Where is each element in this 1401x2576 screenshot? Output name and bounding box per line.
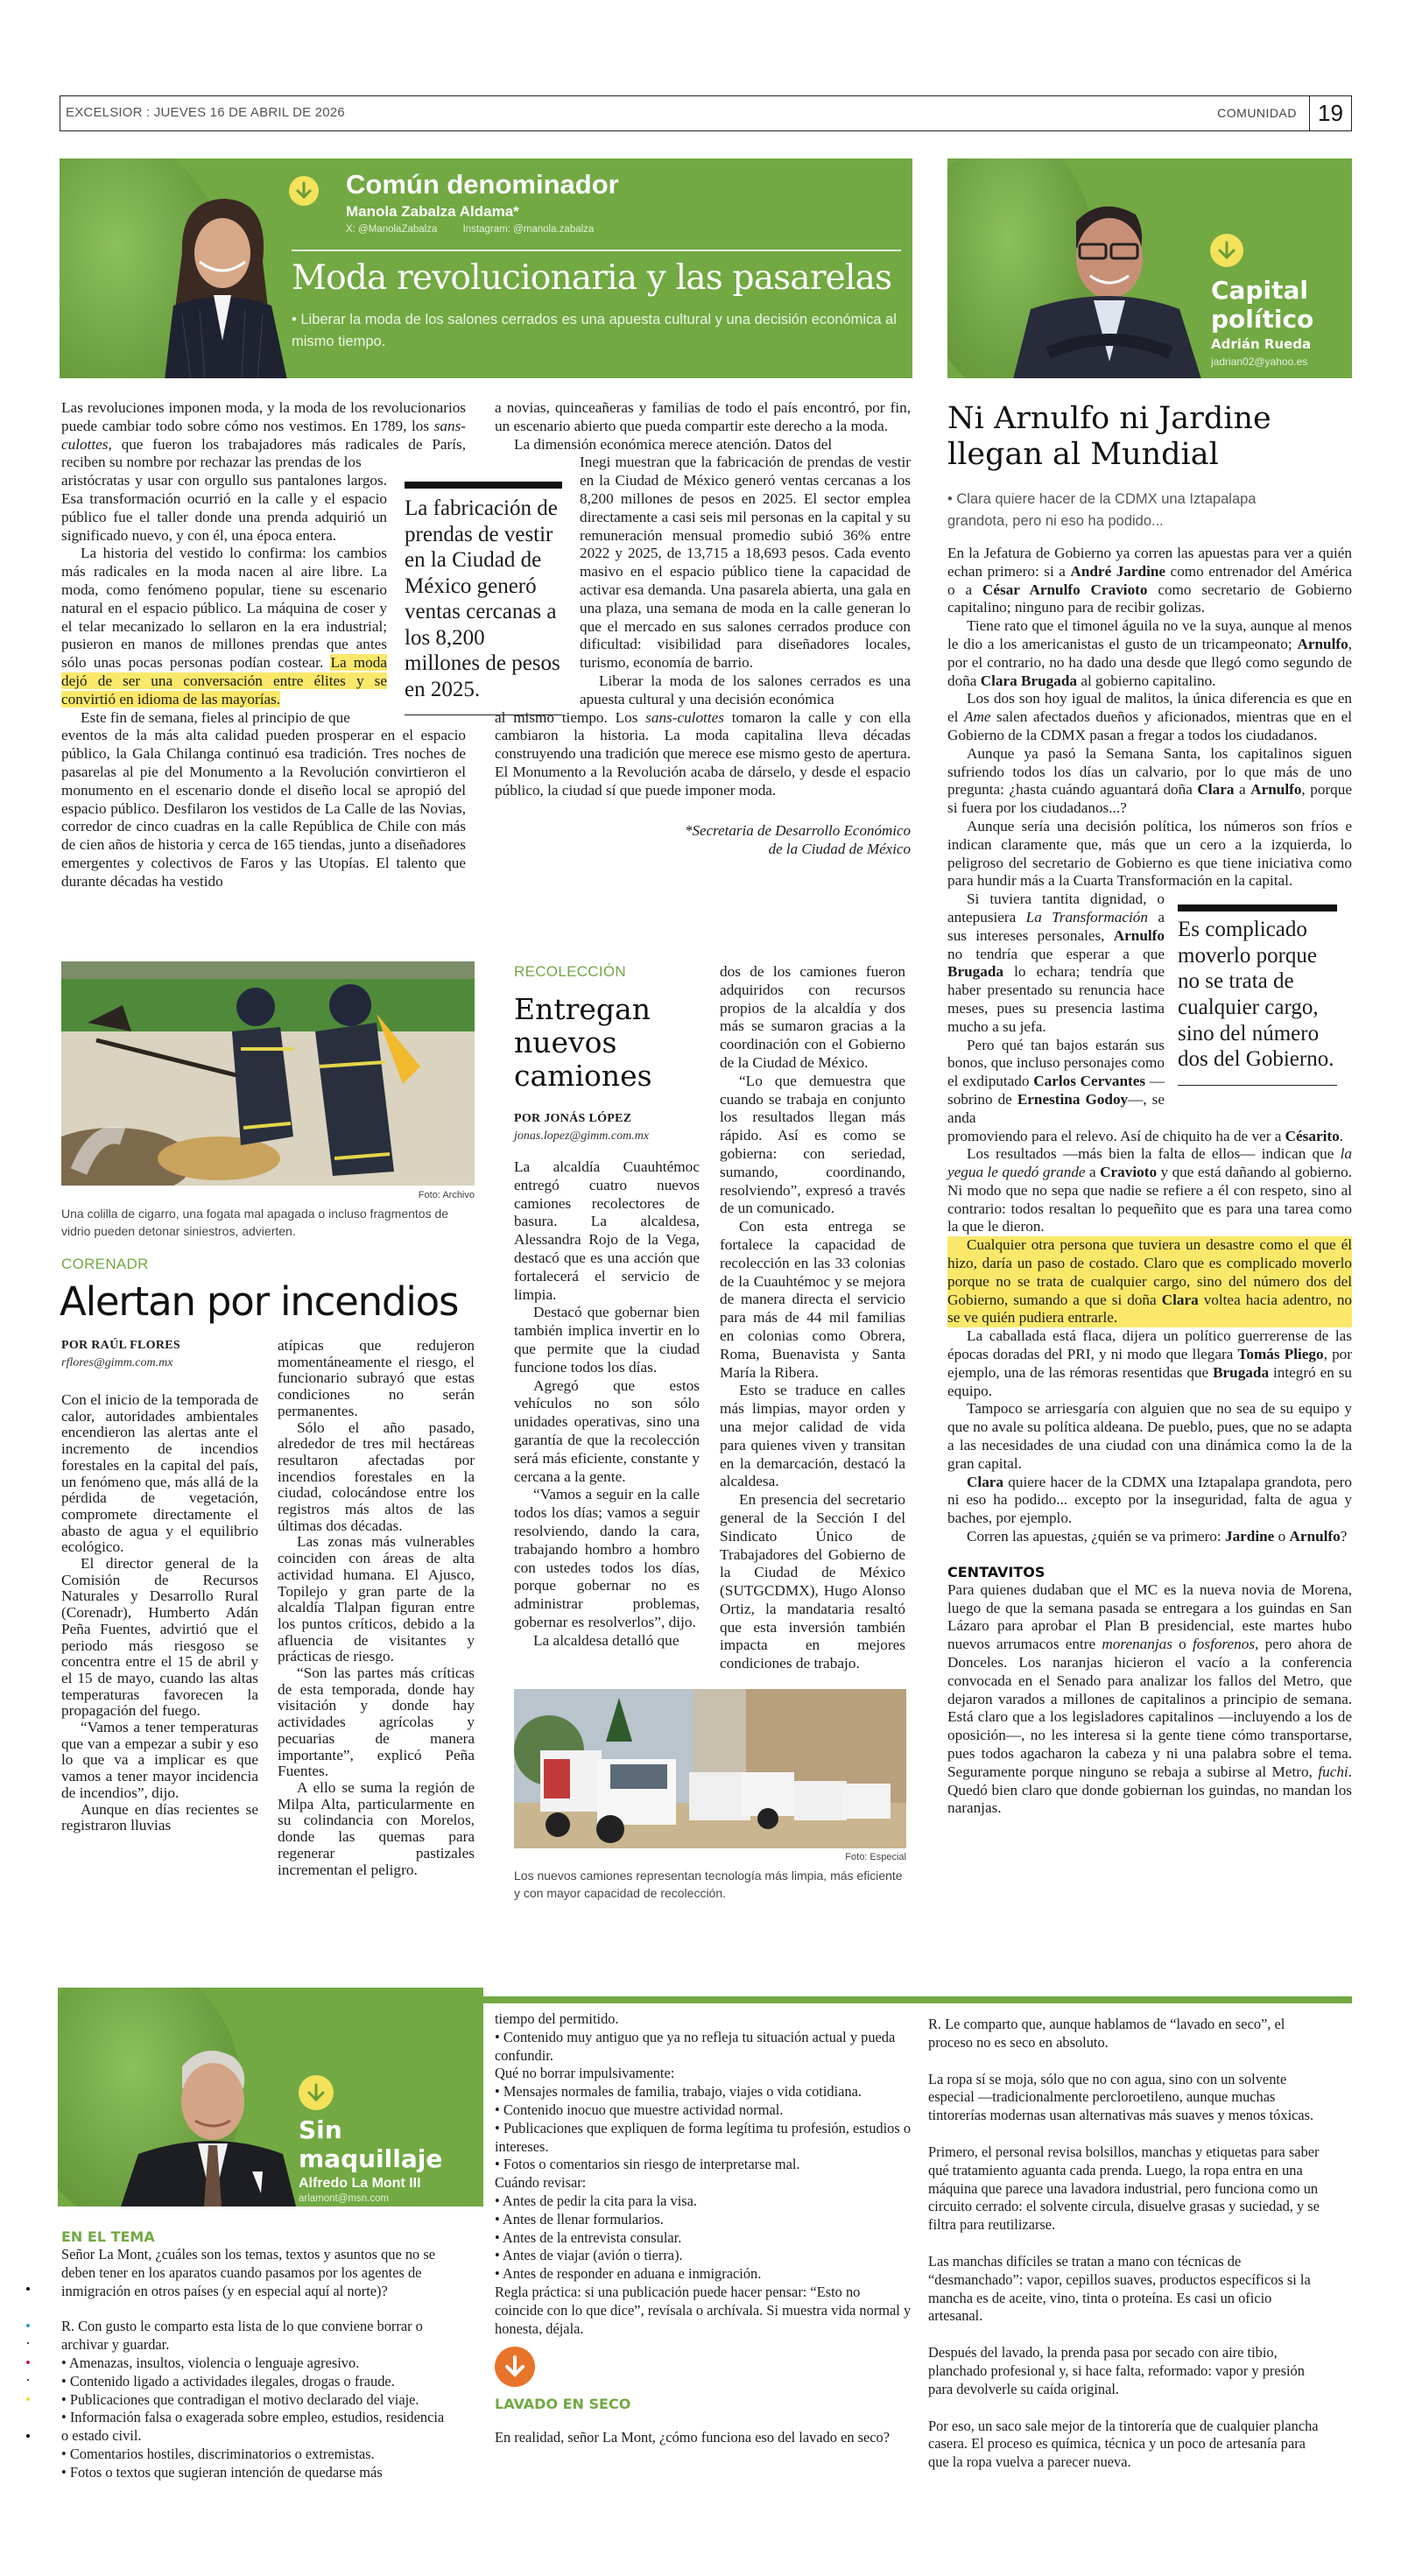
paragraph: Después del lavado, la prenda pasa por secado con aire tibio, planchado profesional y, si hace falta, reformado: vapor y presión para devolverle su caída original.	[928, 2344, 1305, 2397]
author-photo	[1013, 195, 1201, 378]
article-kicker: RECOLECCIÓN	[514, 963, 626, 980]
paragraph: Por eso, un saco sale mejor de la tintorería que de cualquier plancha casera. El proceso es química, técnica y un poco de artesanía para que la ropa vuelva a parecer nueva.	[928, 2417, 1319, 2471]
article-columns	[61, 1338, 475, 1878]
paragraph: La ropa sí se moja, sólo que no con agua, sino con un solvente especial —tradicionalmente percloroetileno, aunque muchas tintorerías modernas usan alternativas más suaves y menos tóxicas.	[928, 2070, 1314, 2124]
column-name: Capital político	[1211, 276, 1314, 334]
paragraph: “Lo que demuestra que cuando se trabaja en conjunto los resultados llegan más rápido. Así es como se gobierna: con seriedad, sumando, coordinando, resolviendo”, expresó a través de un comunicado.	[720, 1072, 905, 1217]
qa-column-1-wrap	[61, 2228, 447, 2482]
paragraph: La historia del vestido lo confirma: los cambios más radicales en la moda nacen al aire libre. La moda, como fenómeno popular, tiene su escenario natural en el espacio público. La máquina de coser y el telar mecanizado lo sellaron en la era industrial; pusieron en manos de millones prendas que antes sólo unas pocas personas podían costear. La moda dejó de ser una conversación entre élites y se convirtió en idioma de las mayorías.	[61, 545, 387, 707]
column-name-line: Sin	[299, 2115, 342, 2144]
arrow-down-icon	[289, 176, 319, 206]
qa-column-3	[928, 2016, 1327, 2472]
qa-column-1	[61, 2246, 447, 2482]
photo-credit: Foto: Especial	[845, 1852, 906, 1863]
paragraph: Las zonas más vulnerables coinciden con áreas de alta actividad humana. El Ajusco, Topilejo y gran parte de la alcaldía Tlalpan figuran entre los puntos críticos, debido a la afluencia de visitantes y prácticas de riesgo.	[278, 1533, 475, 1665]
paragraph: A ello se suma la región de Milpa Alta, particularmente en su colindancia con Morelos, donde las quemas para regenerar pastizales incrementan el peligro.	[278, 1778, 475, 1878]
article-body-col2	[720, 963, 905, 1673]
capital-politico-banner	[947, 158, 1352, 378]
list-item: • Antes de la entrevista consular.	[495, 2228, 682, 2246]
camiones-article	[514, 963, 906, 1902]
paragraph: Pero qué tan bajos estarán sus bonos, que incluso personajes como el exdiputado Carlos Cervantes —sobrino de Ernestina Godoy—, se anda	[947, 1036, 1165, 1126]
pull-quote: Es complicado moverlo porque no se trata de cualquier cargo, sino del número dos del Gobierno.	[1178, 904, 1337, 1086]
edition-date: EXCELSIOR : JUEVES 16 DE ABRIL DE 2026	[66, 105, 345, 120]
sin-maquillaje-banner	[58, 1988, 483, 2206]
registration-mark	[26, 2361, 30, 2364]
footnote-line: *Secretaria de Desarrollo Económico	[685, 821, 911, 839]
qa-column-2	[495, 2010, 912, 2338]
article-deck: • Clara quiere hacer de la CDMX una Iztapalapa grandota, pero ni eso ha podido...	[947, 491, 1257, 529]
photo-caption: Los nuevos camiones representan tecnología más limpia, más eficiente y con mayor capacidad de recolección.	[514, 1869, 903, 1901]
article-headline: Moda revolucionaria y las pasarelas	[292, 258, 892, 298]
article-body-col2-narrow	[580, 454, 911, 708]
article-body-bottom	[947, 1128, 1352, 1546]
comun-denominador-article	[61, 399, 911, 891]
article-deck: • Liberar la moda de los salones cerrados es una apuesta cultural y una decisión económica al mismo tiempo.	[292, 312, 897, 349]
column-name-line: maquillaje	[299, 2144, 443, 2173]
photo-credit: Foto: Archivo	[418, 1190, 475, 1200]
paragraph: Con el inicio de la temporada de calor, autoridades ambientales encendieron las alertas ante el incremento de incendios forestales en la capital del país, un fenómeno que, más allá de la pérdida de vegetación, compromete directamente el abasto de agua y el equilibrio ecológico.	[61, 1391, 258, 1556]
paragraph: La alcaldía Cuauhtémoc entregó cuatro nuevos camiones recolectores de basura. La alcaldesa, Alessandra Rojo de la Vega, destacó que es una acción que fortalecerá el servicio de limpia.	[514, 1158, 700, 1303]
column-name: Común denominador	[346, 169, 619, 200]
paragraph: eventos de la más alta calidad pueden prosperar en el espacio público, la Gala Chilanga continuó esa tradición. Tres noches de pasarelas al pie del Monumento a la Revolución convirtieron el monumento en el escenario donde el diseño local se apropió del espacio público. Desfilaron los vestidos de La Calle de las Novias, corredor de cinco cuadras en la calle República de Chile con más de cien años de historia y cerca de 165 tiendas, junto a diseñadores emergentes y colectivos de Faros y las Utopías. El talento que durante décadas ha vestido	[61, 727, 466, 890]
article-columns	[61, 399, 911, 891]
article-headline: Ni Arnulfo ni Jardine llegan al Mundial	[947, 401, 1271, 472]
article-kicker: CORENADR	[61, 1256, 149, 1272]
list-item: • Amenazas, insultos, violencia o lenguaje agresivo.	[61, 2354, 360, 2371]
paragraph: Destacó que gobernar bien también implica invertir en lo que permite que la ciudad funcione todos los días.	[514, 1304, 700, 1376]
paragraph: Primero, el personal revisa bolsillos, manchas y etiquetas para saber qué tratamiento aguanta cada prenda. Luego, la ropa entra en una máquina que parece una lavadora industrial, pero funciona como un circuito cerrado: el solvente circula, disuelve grasas y suciedad, y se filtra para reutilizarse.	[928, 2143, 1320, 2234]
paragraph: Aunque ya pasó la Semana Santa, los capitalinos siguen sufriendo todos los días un calvario, por lo que más de uno pregunta: ¿hasta cuándo aguantará doña Clara a Arnulfo, porque si fuera por los ciudadanos...?	[947, 744, 1352, 817]
article-body-top	[947, 545, 1352, 890]
paragraph: Inegi muestran que la fabricación de prendas de vestir en la Ciudad de México generó ventas cercanas a los 8,200 millones de pesos en 2025. El sector emplea directamente a casi seis mil personas en la capital y su remuneración mensual promedio subió 36% entre 2022 y 2025, de 13,715 a 18,693 pesos. Cada evento masivo en el espacio público tiene la capacidad de activar esa demanda. Una pasarela abierta, una gala en una plaza, una semana de moda en la calle generan lo que el mercado en sus salones cerrados produce con dificultad: visibilidad para diseñadores locales, turismo, economía de barrio.	[580, 454, 911, 672]
list-item: • Contenido muy antiguo que ya no refleja tu situación actual y pueda confundir.	[495, 2028, 896, 2064]
paragraph: Esto se traduce en calles más limpias, mayor orden y una mejor calidad de vida para quienes viven y transitan en la demarcación, destacó la alcaldesa.	[720, 1382, 905, 1490]
registration-mark	[26, 2324, 30, 2327]
registration-mark	[26, 2397, 30, 2401]
page-number: 19	[1309, 96, 1351, 130]
body-with-pullquote	[947, 890, 1352, 1127]
paragraph: Tiene rato que el timonel águila no ve la suya, aunque al menos le dio a los americanistas el gusto de un tricampeonato; Arnulfo, por el contrario, no ha dado una desde que llegó como segundo de doña Clara Brugada al gobierno capitalino.	[947, 617, 1352, 689]
paragraph: Las revoluciones imponen moda, y la moda de los revolucionarios puede cambiar todo sobre cómo nos vestimos. En 1789, los sans-culottes, que fueron los trabajadores más radicales de París, reciben su nombre por rechazar las prendas de los	[61, 399, 466, 471]
paragraph: dos de los camiones fueron adquiridos con recursos propios de la alcaldía y dos más se sumaron gracias a la coordinación con el Gobierno de la Ciudad de México.	[720, 963, 905, 1071]
arrow-down-icon	[299, 2075, 334, 2110]
article-body-col1	[61, 1392, 258, 1834]
subheading: Cuándo revisar:	[495, 2174, 587, 2192]
paragraph: Aunque sería una decisión política, los números son fríos e indican claramente que, más que un cero a la izquierda, lo peligroso del secretario de Gobierno es que tiene iniciativa como para hundir más a la Cuarta Transformación en la capital.	[947, 817, 1352, 890]
paragraph: Los resultados —más bien la falta de ellos— indican que la yegua le quedó grande a Cravioto y que está dañando al gobierno. Ni modo que no sepa que nadie se refiere a él con respeto, sino al contrario: todos resaltan lo pequeñito que es para una tarea como la que le dieron.	[947, 1145, 1353, 1235]
author-email: jadrian02@yahoo.es	[1211, 355, 1308, 368]
author-socials	[346, 223, 594, 236]
section-green-bar	[483, 1996, 1352, 2003]
article-body-col2	[278, 1338, 475, 1878]
garbage-truck	[794, 1781, 891, 1820]
paragraph: R. Le comparto que, aunque hablamos de “lavado en seco”, el proceso no es seco en absoluto.	[928, 2016, 1285, 2051]
registration-mark	[27, 2342, 29, 2344]
paragraph: La alcaldesa detalló que	[533, 1631, 679, 1649]
article-body-col1-bottom	[61, 727, 466, 890]
paragraph: Corren las apuestas, ¿quién se va primero: Jardine o Arnulfo?	[967, 1528, 1348, 1545]
highlighted-text: La moda dejó de ser una conversación entre élites y se convirtió en idioma de las mayorías.	[61, 654, 387, 707]
photo-caption: Una colilla de cigarro, una fogata mal apagada o incluso fragmentos de vidrio pueden detonar siniestros, advierten.	[61, 1207, 449, 1238]
paragraph: Sólo el año pasado, alrededor de tres mil hectáreas resultaron afectadas por incendios forestales en la ciudad, colocándose entre los registros más altos de las últimas dos décadas.	[278, 1418, 475, 1534]
article-body-col2-top	[495, 399, 911, 454]
trucks-photo	[514, 1689, 906, 1848]
footnote-line: de la Ciudad de México	[768, 840, 911, 857]
subheading: Qué no borrar impulsivamente:	[495, 2065, 675, 2082]
centavitos-heading: CENTAVITOS	[947, 1563, 1045, 1580]
list-item: • Mensajes normales de familia, trabajo, viajes o vida cotidiana.	[495, 2083, 862, 2101]
paragraph: al mismo tiempo. Los sans-culottes tomaron la calle y con ella cambiaron la historia. La moda capitalina lleva décadas construyendo una tradición que merece ese mismo gesto de apertura. El Monumento a la Revolución acaba de dárselo, y desde el espacio público, la ciudad sí que puede imponer moda.	[495, 708, 911, 799]
author-footnote	[495, 821, 911, 858]
arrow-down-icon	[495, 2347, 535, 2387]
highlighted-paragraph: Cualquier otra persona que tuviera un desastre como el que él hizo, daría un paso de costado. Claro que es complicado moverlo porque no se trata de cualquier cargo, sino del número dos del Gobierno, sumando a que si doña Clara voltea hacia adentro, no se ve quién pudiera entrarle.	[947, 1236, 1353, 1327]
list-item: • Contenido inocuo que muestre actividad normal.	[495, 2101, 784, 2118]
column-author: Manola Zabalza Aldama*	[346, 203, 519, 220]
qa-column-2-wrap	[495, 2010, 912, 2447]
article-headline: Alertan por incendios	[60, 1278, 459, 1325]
paragraph: Aunque en días recientes se registraron lluvias	[61, 1800, 258, 1834]
article-byline: POR RAÚL FLORES	[61, 1339, 180, 1352]
paragraph: “Vamos a tener temperaturas que van a empezar a subir y eso lo que va a implicar es que vamos a tener mayor incidencia de incendios”, dijo.	[61, 1719, 258, 1801]
paragraph: Clara quiere hacer de la CDMX una Iztapalapa grandota, pero ni eso ha podido... excepto por la inseguridad, falta de agua y baches, por ejemplo.	[947, 1473, 1352, 1527]
arrow-down-icon	[1210, 234, 1243, 267]
article-col1	[514, 963, 700, 1650]
pull-quote: La fabricación de prendas de vestir en la Ciudad de México generó ventas cercanas a los 8,200 millones de pesos en 2025.	[405, 482, 562, 715]
comun-denominador-banner	[60, 158, 912, 378]
section-name: COMUNIDAD	[1217, 106, 1297, 120]
paragraph: Liberar la moda de los salones cerrados es una apuesta cultural y una decisión económica	[580, 672, 911, 707]
author-photo	[147, 192, 296, 378]
paragraph: El director general de la Comisión de Recursos Naturales y Desarrollo Rural (Corenadr), Humberto Adán Peña Fuentes, advirtió que el periodo más riesgoso se concentra entre el 15 de abril y el 15 de mayo, cuando las altas temperaturas favorecen la propagación del fuego.	[61, 1555, 258, 1720]
article-body-col2-bottom	[495, 709, 911, 800]
paragraph: Tampoco se arriesgaría con alguien que no sea de su equipo y que no avale su política aldeana. De pueblo, pues, que no se adapta a las necesidades de una ciudad con una dinámica como la de la gran capital.	[947, 1400, 1352, 1472]
list-item: • Antes de viajar (avión o tierra).	[495, 2247, 683, 2264]
article-columns	[514, 963, 906, 1673]
list-item: • Fotos o comentarios sin riesgo de interpretarse mal.	[495, 2156, 800, 2173]
list-item: tiempo del permitido.	[495, 2010, 619, 2027]
author-email: jonas.lopez@gimm.com.mx	[514, 1130, 650, 1143]
list-item: • Antes de pedir la cita para la visa.	[495, 2192, 698, 2209]
article-byline: POR JONÁS LÓPEZ	[514, 1112, 632, 1125]
paragraph: Para quienes dudaban que el MC es la nueva novia de Morena, luego de que la semana pasada se entregara a los guindas en San Lázaro para aprobar el Plan B presidencial, este martes hubo nuevos arrumacos entre morenanjas o fosforenos, pero ahora de Donceles. Los naranjas hicieron el vacío a la conferencia convocada en el Senado para analizar los fallos del Metro, que dejaron varados a millones de capitalinos a principio de semana. Está claro que a los legisladores capitalinos —incluyendo a los de oposición—, no les interesa si la gente tiene cómo transportarse, pues todos agacharon la cabeza y ni una palabra sobre el tema. Seguramente porque ninguno se rebaja a subirse al Metro, fuchi. Quedó bien claro que donde gobiernan los guindas, no mandan los naranjas.	[947, 1580, 1353, 1817]
centavitos-body	[947, 1581, 1352, 1818]
article-headline: Entregan nuevos camiones	[514, 992, 652, 1093]
question: En realidad, señor La Mont, ¿cómo funciona eso del lavado en seco?	[495, 2429, 891, 2446]
paragraph: “Vamos a seguir en la calle todos los días; vamos a seguir resolviendo, dando la cara, trabajando hombro a hombro con ustedes todos los días, porque gobernar no es administrar problemas, gobernar es resolverlos”, dijo.	[514, 1486, 700, 1630]
paragraph: La caballada está flaca, dijera un político guerrerense de las épocas doradas del PRI, y ni modo que llegara Tomás Pliego, por ejemplo, una de las rémoras resentidas que Brugada integró en su equipo.	[947, 1327, 1352, 1399]
article-body-col1	[514, 1158, 700, 1650]
paragraph: Este fin de semana, fieles al principio de que	[81, 708, 350, 726]
divider	[292, 250, 901, 251]
paragraph: “Son las partes más críticas de esta temporada, donde hay visitación y donde hay actividades agrícolas y pecuarias de manera importante”, explicó Peña Fuentes.	[278, 1665, 475, 1780]
section-heading: LAVADO EN SECO	[495, 2396, 631, 2413]
paragraph: Si tuviera tantita dignidad, o antepusiera La Transformación a sus intereses personales, Arnulfo no tendría que esperar a que Brugada lo echara; tendría que haber presentado su renuncia hace meses, pues su presencia lastima mucho a su jefa.	[947, 890, 1165, 1035]
incendios-article	[61, 961, 475, 1878]
list-item: • Comentarios hostiles, discriminatorios o extremistas.	[61, 2445, 375, 2462]
paragraph: a novias, quinceañeras y familias de todo el país encontró, por fin, un escenario abierto que pueda compartir este derecho a la moda.	[495, 399, 911, 434]
social-instagram-handle: Instagram: @manola.zabalza	[462, 224, 595, 235]
author-photo	[121, 2040, 296, 2206]
article-body-col1-narrow	[61, 472, 387, 727]
masthead	[60, 95, 1352, 131]
column-author: Alfredo La Mont III	[299, 2176, 421, 2191]
list-item: • Publicaciones que contradigan el motivo declarado del viaje.	[61, 2390, 419, 2408]
paragraph: Agregó que estos vehículos no son sólo unidades operativas, sino una garantía de que la recolección será más eficiente, constante y cercana a la gente.	[514, 1376, 700, 1485]
article-body-col1-top	[61, 399, 466, 472]
firefighters-photo	[61, 961, 475, 1186]
registration-mark	[26, 2287, 30, 2291]
author-email: arlamont@msn.com	[299, 2193, 390, 2204]
paragraph: atípicas que redujeron momentáneamente el riesgo, el funcionario subrayó que estas condiciones no serán permanentes.	[278, 1337, 475, 1419]
paragraph: En la Jefatura de Gobierno ya corren las apuestas para ver a quién echan primero: si a André Jardine como entrenador del América o a César Arnulfo Cravioto como secretario de Gobierno capitalino; ninguno para de recibir golizas.	[947, 545, 1352, 616]
section-heading: EN EL TEMA	[61, 2228, 155, 2245]
question: Señor La Mont, ¿cuáles son los temas, textos y asuntos que no se deben tener en los aparatos cuando pasamos por los agentes de inmigración en otros países (y en especial aquí al norte)?	[61, 2246, 435, 2299]
paragraph: Con esta entrega se fortalece la capacidad de recolección en las 33 colonias de la Cuauhtémoc y se mejora de manera directa el servicio para más de 44 mil familias en colonias como Obrera, Roma, Buenavista y Santa María la Ribera.	[720, 1218, 905, 1381]
author-email: rflores@gimm.com.mx	[61, 1356, 173, 1369]
answer-intro: R. Con gusto le comparto esta lista de lo que conviene borrar o archivar y guardar.	[61, 2318, 423, 2354]
registration-mark	[26, 2434, 30, 2438]
paragraph: aristócratas y usar con orgullo sus pantalones largos. Esa transformación ocurrió en la calle y el espacio público fue el taller donde una prenda adquirió un significado nuevo, y con él, una época entera.	[61, 472, 387, 544]
list-item: • Antes de responder en aduana e inmigración.	[495, 2265, 762, 2283]
list-item: • Información falsa o exagerada sobre empleo, estudios, residencia o estado civil.	[61, 2409, 445, 2445]
paragraph: En presencia del secretario general de la Sección I del Sindicato Único de Trabajadores del Gobierno de la Ciudad de México (SUTGCDMX), Hugo Alonso Ortiz, la mandataria resaltó que esta inversión también impacta en mejores condiciones de trabajo.	[720, 1491, 905, 1672]
column-name	[299, 2115, 442, 2173]
column-author: Adrián Rueda	[1211, 336, 1312, 352]
article-body-narrow	[947, 890, 1165, 1127]
social-x-handle: X: @ManolaZabalza	[346, 224, 438, 235]
list-item: • Contenido ligado a actividades ilegales, drogas o fraude.	[61, 2372, 395, 2389]
list-item: • Antes de llenar formularios.	[495, 2210, 664, 2228]
registration-mark	[27, 2379, 29, 2381]
paragraph: Los dos son hoy igual de malitos, la única diferencia es que en el Ame salen afectados dueños y aficionados, mientras que en el Gobierno de la CDMX pasan a fregar a todos los ciudadanos.	[947, 690, 1353, 743]
paragraph: La dimensión económica merece atención. Datos del	[514, 435, 833, 453]
article-col1	[61, 1338, 258, 1834]
paragraph: Regla práctica: si una publicación puede hacer pensar: “Esto no coincide con lo que dice”, revísala o archívala. Si muestra vida normal y honesta, déjala.	[495, 2283, 912, 2337]
list-item: • Publicaciones que expliquen de forma legítima tu profesión, estudios o intereses.	[495, 2119, 912, 2155]
paragraph: Las manchas difíciles se tratan a mano con técnicas de “desmanchado”: vapor, cepillos suaves, productos específicos si la mancha es de aceite, vino, tinta o proteína. Es casi un oficio artesanal.	[928, 2252, 1311, 2325]
list-item: • Fotos o textos que sugieran intención de quedarse más	[61, 2463, 383, 2481]
paragraph: promoviendo para el relevo. Así de chiquito ha de ver a Césarito.	[947, 1127, 1343, 1144]
capital-politico-article	[947, 401, 1352, 1818]
